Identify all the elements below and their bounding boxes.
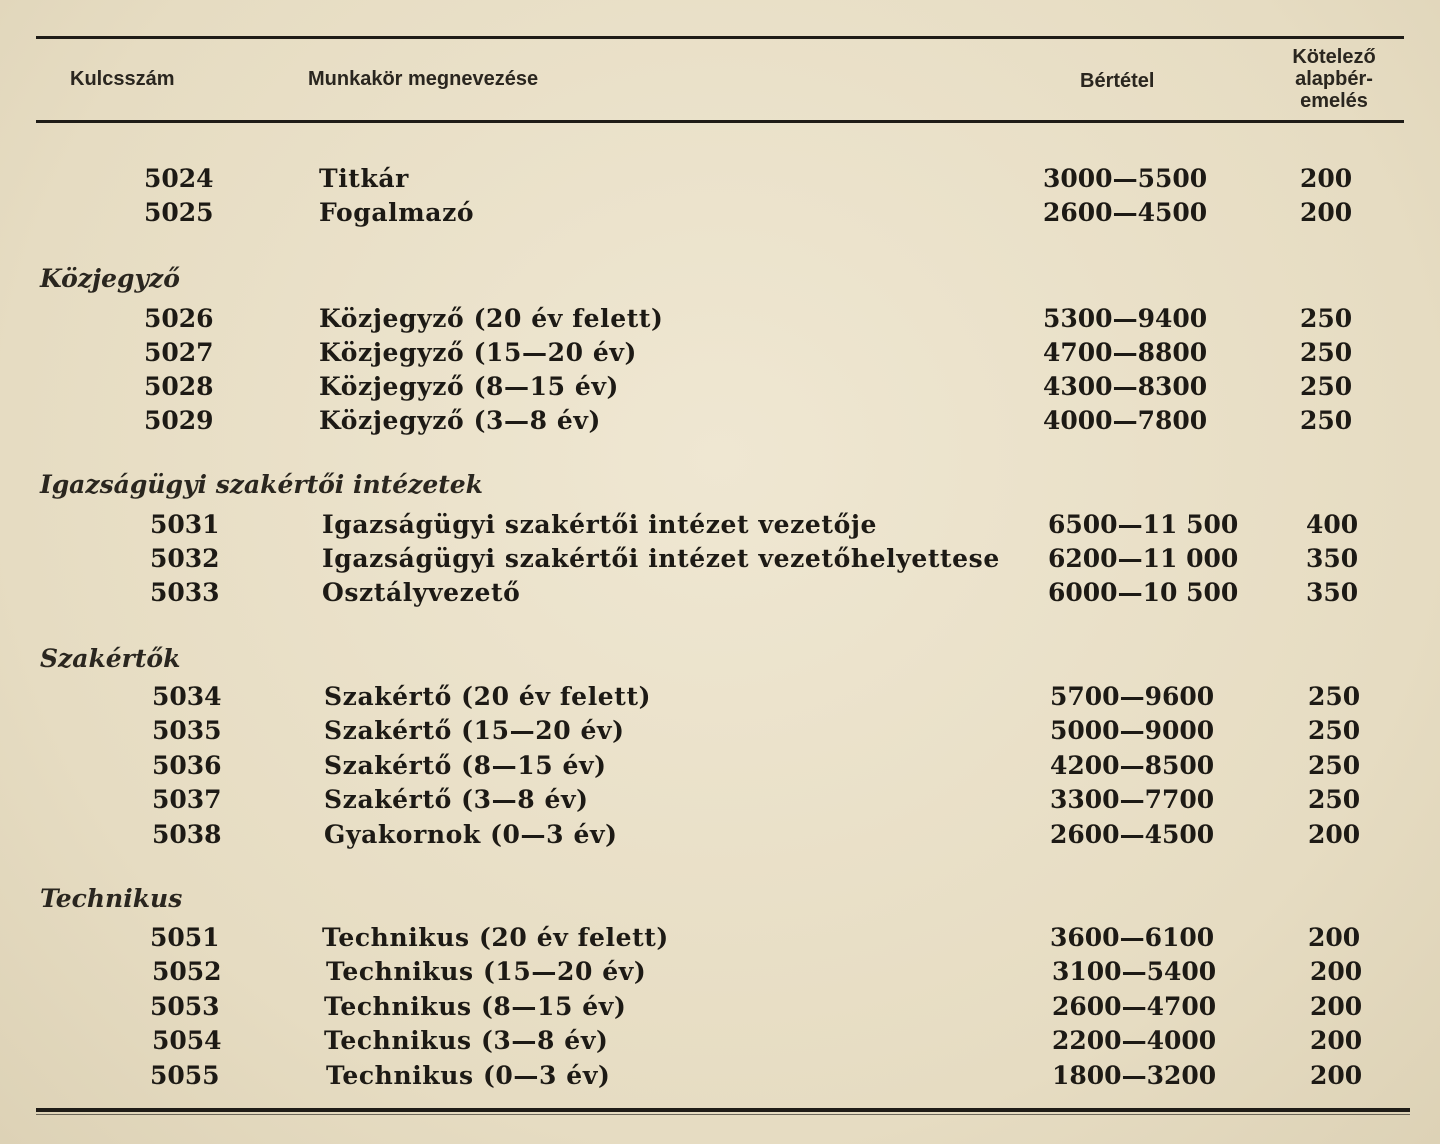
table-row bbox=[0, 1026, 1440, 1060]
table-row bbox=[0, 992, 1440, 1026]
mandatory-raise: 250 bbox=[1308, 682, 1361, 711]
key-number: 5035 bbox=[152, 716, 222, 745]
table-row bbox=[0, 1061, 1440, 1095]
table-row bbox=[0, 164, 1440, 198]
table-row bbox=[0, 406, 1440, 440]
table-row bbox=[0, 716, 1440, 750]
mandatory-raise: 250 bbox=[1308, 751, 1361, 780]
table-row bbox=[0, 198, 1440, 232]
wage-range: 4200—8500 bbox=[1050, 751, 1215, 780]
key-number: 5032 bbox=[150, 544, 220, 573]
section-heading: Igazságügyi szakértői intézetek bbox=[40, 470, 484, 499]
mandatory-raise: 250 bbox=[1308, 716, 1361, 745]
mandatory-raise: 250 bbox=[1308, 785, 1361, 814]
job-title: Technikus (0—3 év) bbox=[326, 1061, 611, 1090]
job-title: Technikus (15—20 év) bbox=[326, 957, 647, 986]
mandatory-raise: 200 bbox=[1310, 992, 1363, 1021]
wage-range: 6000—10 500 bbox=[1048, 578, 1239, 607]
mandatory-raise: 250 bbox=[1300, 338, 1353, 367]
table-row bbox=[0, 510, 1440, 544]
top-rule bbox=[36, 36, 1404, 39]
mandatory-raise: 200 bbox=[1310, 1061, 1363, 1090]
job-title: Igazságügyi szakértői intézet vezetője bbox=[322, 510, 877, 539]
table-row bbox=[0, 923, 1440, 957]
job-title: Gyakornok (0—3 év) bbox=[324, 820, 618, 849]
wage-range: 1800—3200 bbox=[1052, 1061, 1217, 1090]
key-number: 5053 bbox=[150, 992, 220, 1021]
job-title: Közjegyző (8—15 év) bbox=[319, 372, 619, 401]
job-title: Osztályvezető bbox=[322, 578, 521, 607]
job-title: Technikus (8—15 év) bbox=[324, 992, 627, 1021]
header-raise-line: emelés bbox=[1300, 90, 1368, 112]
mandatory-raise: 400 bbox=[1306, 510, 1359, 539]
section-heading: Technikus bbox=[40, 884, 183, 913]
mandatory-raise: 200 bbox=[1308, 820, 1361, 849]
key-number: 5034 bbox=[152, 682, 222, 711]
key-number: 5031 bbox=[150, 510, 220, 539]
mandatory-raise: 200 bbox=[1308, 923, 1361, 952]
mandatory-raise: 200 bbox=[1300, 164, 1353, 193]
header-bottom-rule bbox=[36, 120, 1404, 123]
wage-range: 4000—7800 bbox=[1043, 406, 1208, 435]
mandatory-raise: 200 bbox=[1310, 957, 1363, 986]
table-row bbox=[0, 820, 1440, 854]
table-row bbox=[0, 338, 1440, 372]
key-number: 5051 bbox=[150, 923, 220, 952]
header-wage: Bértétel bbox=[1080, 70, 1155, 92]
mandatory-raise: 250 bbox=[1300, 406, 1353, 435]
job-title: Igazságügyi szakértői intézet vezetőhelyettese bbox=[322, 544, 1000, 573]
wage-range: 6200—11 000 bbox=[1048, 544, 1239, 573]
job-title: Közjegyző (15—20 év) bbox=[319, 338, 637, 367]
job-title: Szakértő (20 év felett) bbox=[324, 682, 652, 711]
key-number: 5055 bbox=[150, 1061, 220, 1090]
wage-range: 3000—5500 bbox=[1043, 164, 1208, 193]
job-title: Technikus (20 év felett) bbox=[322, 923, 669, 952]
table-row bbox=[0, 785, 1440, 819]
job-title: Technikus (3—8 év) bbox=[324, 1026, 609, 1055]
table-row bbox=[0, 372, 1440, 406]
mandatory-raise: 350 bbox=[1306, 578, 1359, 607]
bottom-rule-thin bbox=[36, 1114, 1410, 1115]
wage-range: 3300—7700 bbox=[1050, 785, 1215, 814]
key-number: 5036 bbox=[152, 751, 222, 780]
wage-range: 6500—11 500 bbox=[1048, 510, 1239, 539]
header-raise-line: Kötelező bbox=[1292, 46, 1376, 68]
table-row bbox=[0, 957, 1440, 991]
wage-range: 4300—8300 bbox=[1043, 372, 1208, 401]
wage-range: 2600—4500 bbox=[1050, 820, 1215, 849]
wage-range: 2600—4500 bbox=[1043, 198, 1208, 227]
wage-range: 2600—4700 bbox=[1052, 992, 1217, 1021]
job-title: Közjegyző (3—8 év) bbox=[319, 406, 601, 435]
key-number: 5052 bbox=[152, 957, 222, 986]
key-number: 5025 bbox=[144, 198, 214, 227]
key-number: 5029 bbox=[144, 406, 214, 435]
job-title: Szakértő (3—8 év) bbox=[324, 785, 589, 814]
header-code: Kulcsszám bbox=[70, 68, 175, 90]
wage-range: 3600—6100 bbox=[1050, 923, 1215, 952]
table-row bbox=[0, 304, 1440, 338]
section-heading: Szakértők bbox=[40, 644, 181, 673]
header-raise bbox=[1274, 46, 1394, 112]
header-title: Munkakör megnevezése bbox=[308, 68, 539, 90]
job-title: Szakértő (15—20 év) bbox=[324, 716, 625, 745]
wage-range: 5700—9600 bbox=[1050, 682, 1215, 711]
job-title: Közjegyző (20 év felett) bbox=[319, 304, 664, 333]
key-number: 5024 bbox=[144, 164, 214, 193]
wage-range: 5300—9400 bbox=[1043, 304, 1208, 333]
key-number: 5028 bbox=[144, 372, 214, 401]
job-title: Szakértő (8—15 év) bbox=[324, 751, 607, 780]
key-number: 5026 bbox=[144, 304, 214, 333]
table-row bbox=[0, 578, 1440, 612]
key-number: 5054 bbox=[152, 1026, 222, 1055]
wage-range: 4700—8800 bbox=[1043, 338, 1208, 367]
mandatory-raise: 350 bbox=[1306, 544, 1359, 573]
mandatory-raise: 250 bbox=[1300, 304, 1353, 333]
mandatory-raise: 250 bbox=[1300, 372, 1353, 401]
wage-range: 5000—9000 bbox=[1050, 716, 1215, 745]
key-number: 5033 bbox=[150, 578, 220, 607]
header-raise-line: alapbér- bbox=[1295, 68, 1373, 90]
table-row bbox=[0, 751, 1440, 785]
wage-range: 2200—4000 bbox=[1052, 1026, 1217, 1055]
mandatory-raise: 200 bbox=[1310, 1026, 1363, 1055]
mandatory-raise: 200 bbox=[1300, 198, 1353, 227]
key-number: 5038 bbox=[152, 820, 222, 849]
wage-range: 3100—5400 bbox=[1052, 957, 1217, 986]
key-number: 5037 bbox=[152, 785, 222, 814]
bottom-rule bbox=[36, 1108, 1410, 1112]
table-row bbox=[0, 682, 1440, 716]
key-number: 5027 bbox=[144, 338, 214, 367]
table-row bbox=[0, 544, 1440, 578]
section-heading: Közjegyző bbox=[40, 264, 180, 293]
job-title: Titkár bbox=[319, 164, 409, 193]
job-title: Fogalmazó bbox=[319, 198, 475, 227]
